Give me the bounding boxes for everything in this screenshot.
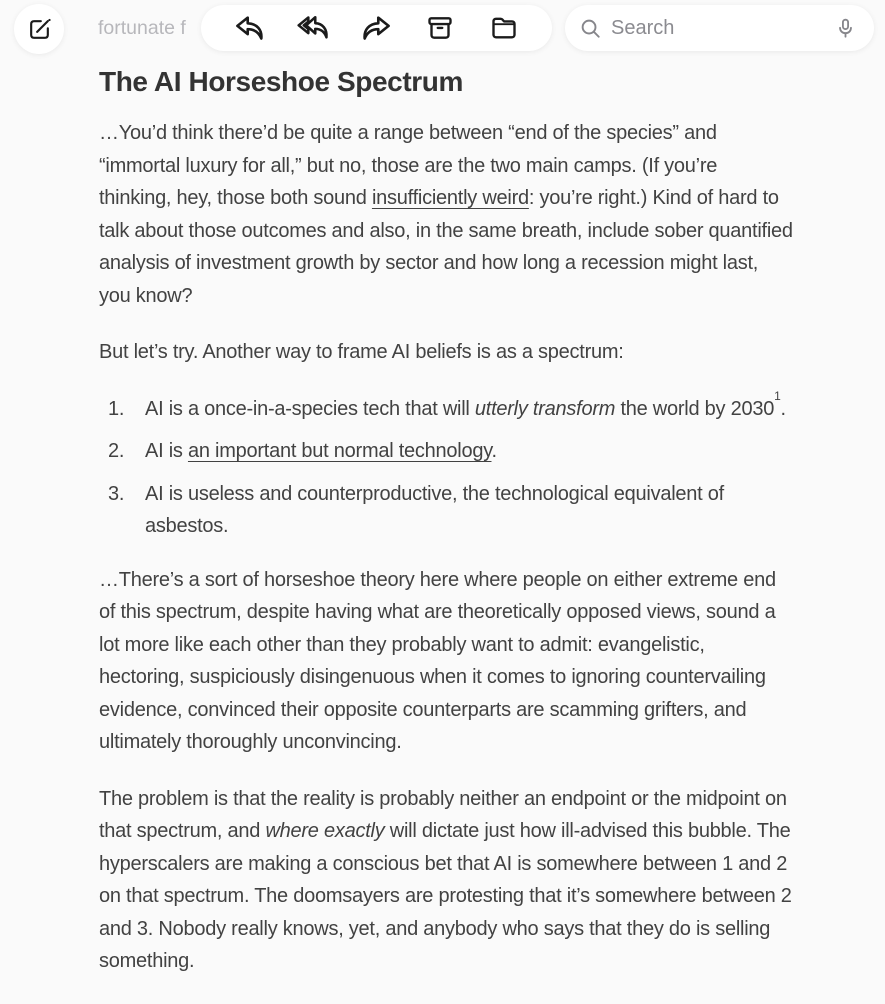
archive-box-icon (425, 13, 455, 43)
paragraph (99, 564, 794, 759)
note-title: The AI Horseshoe Spectrum (99, 66, 463, 97)
text-run: But let’s try. Another way to frame AI beliefs is as a spectrum: (99, 341, 624, 363)
list-item (99, 435, 794, 468)
text-run: the world by 2030 (615, 397, 775, 420)
dictation-button[interactable] (830, 6, 860, 50)
list-item (99, 389, 794, 426)
text-run: The problem is that the reality is probably neither an endpoint or the midpoint on that spectrum, and (99, 787, 787, 842)
folder-icon (489, 13, 519, 43)
text-link[interactable]: an important but normal technology (187, 440, 492, 462)
text-run: AI is useless and counterproductive, the technological equivalent of asbestos. (145, 482, 724, 537)
text-run: . (491, 440, 497, 462)
list-item (99, 478, 794, 543)
microphone-icon (834, 17, 857, 40)
paragraph (99, 783, 794, 978)
move-to-folder-button[interactable] (481, 6, 527, 50)
compose-icon (26, 16, 53, 43)
archive-button[interactable] (417, 6, 463, 50)
text-run: will dictate just how ill-advised this bubble. The hyperscalers are making a conscious bet that AI is somewhere between 1 and 2 on that spectrum. The doomsayers are protesting that it’s somewhere between 2 and 3. Nobody really knows, yet, and anybody who says that they do is selling something. (99, 820, 792, 972)
text-link[interactable]: insufficiently weird (371, 187, 529, 209)
note-body[interactable] (99, 117, 794, 978)
undo-all-button[interactable] (290, 6, 336, 50)
text-run: 1 (774, 389, 781, 404)
action-toolbar-pill (201, 5, 552, 51)
numbered-list (99, 389, 794, 543)
text-run: : you’re right.) Kind of hard to talk about those outcomes and also, in the same breath, include sober quantified analysis of investment growth by sector and how long a recession might last, you know? (99, 187, 793, 307)
text-run: where exactly (265, 820, 385, 842)
search-bar[interactable] (565, 5, 874, 51)
paragraph (99, 336, 794, 369)
text-run: . (780, 397, 786, 420)
undo-button[interactable] (227, 6, 273, 50)
note-view (0, 54, 885, 978)
compose-button[interactable] (14, 4, 64, 54)
text-run: …There’s a sort of horseshoe theory here where people on either extreme end of this spectrum, despite having what are theoretically opposed views, sound a lot more like each other than they probably want to admit: evangelistic, hectoring, suspiciously disingenuous when it comes to ignoring countervailing evidence, convinced their opposite counterparts are scamming grifters, and ultimately thoroughly unconvincing. (99, 568, 776, 753)
text-run: utterly transform (474, 397, 616, 420)
text-run: …You’d think there’d be quite a range between “end of the species” and “immortal luxury for all,” but no, those are the two main camps. (If you’re thinking, hey, those both sound (99, 122, 718, 209)
text-run: AI is (145, 440, 188, 462)
text-run: AI is a once-in-a-species tech that will (145, 397, 475, 420)
reply-all-arrow-icon (296, 11, 330, 45)
paragraph (99, 117, 794, 312)
note-list-title: fortunate f (98, 17, 186, 39)
toolbar (0, 4, 885, 54)
search-placeholder: Search (611, 16, 675, 39)
redo-button[interactable] (354, 6, 400, 50)
search-icon (579, 17, 602, 40)
reply-arrow-icon (233, 12, 266, 45)
forward-arrow-icon (360, 12, 393, 45)
